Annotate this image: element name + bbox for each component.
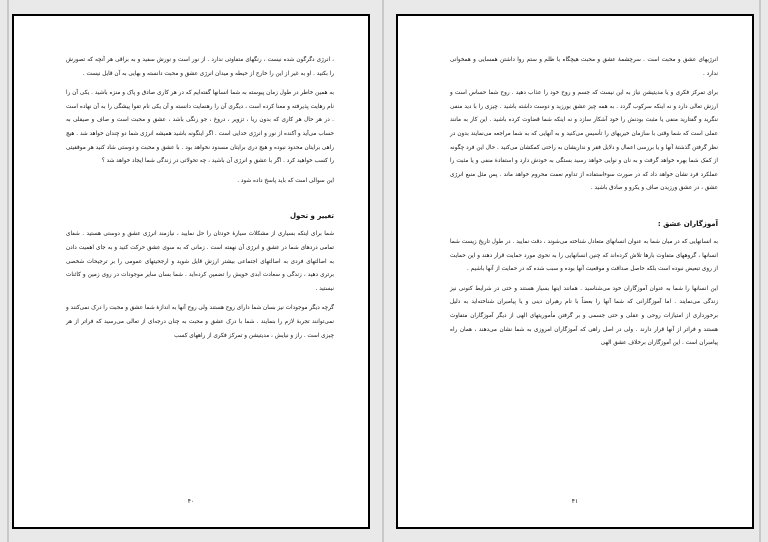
left-page [12,14,370,529]
paragraph: شما برای اینکه بسیاری از مشکلات سیارهٔ خودتان را حل نمایید ، نیازمند انرژی عشق و دوستی هستید . شفای تمامی دردهای شما در عشق و انرژی آن نهفته است . زمانی که به سوی عشق حرکت کنید و به جای اهمیت دادن به اصالتهای فردی به اصالتهای اجتماعی بیشتر ارزش قایل شوید و ارجحیتهای عمومی را بر ترجیحات شخصی برتری دهید ، زندگی و سعادت ابدی خویش را تضمین کرده‌اید . شما بسان سایر موجودات در روی زمین و کائنات نیستید . [66,231,334,292]
right-page [396,14,754,529]
paragraph: گرچه دیگر موجودات نیز بسان شما دارای روح هستند ولی روح آنها به اندازهٔ شما عشق و محبت را درک نمی‌کنند و نمی‌توانند تجربهٔ لازم را بنمایند . شما با درک عشق و محبت به چنان درجه‌ای از تعالی می‌رسید که فراتر از هر چیزی است . راز و نیایش ، مدیتیشن و تمرکز فکری از راههای کسب [66,305,334,339]
left-page-content [66,54,334,349]
paragraph: انرژیهای عشق و محبت است . سرچشمهٔ عشق و محبت هیچگاه با ظلم و ستم روا داشتن همسایی و همخوانی ندارد . [450,57,718,77]
page-gutter-right [759,0,761,542]
paragraph: به انسانهایی که در میان شما به عنوان انسانهای متعادل شناخته می‌شوند ، دقت نمایید . در طول تاریخ زیست شما انسانها ، گروههای متفاوت بارها تلاش کرده‌اند که چنین انسانهایی را به نحوی مورد حمایت قرار دهند و این حمایت از روی تبعیض نبوده است بلکه حاصل صداقت و موقعیت آنها بوده و سبب شده که در حمایت از آنها باشیم . [450,238,718,273]
page-number: ۴۱ [571,498,579,505]
page-gutter-center [382,0,384,542]
paragraph: این سوالی است که باید پاسخ داده شود . [237,177,334,184]
paragraph: به همین خاطر در طول زمان پیوسته به شما انسانها گفته‌ایم که در هر کاری صادق و پاک و منزه باشید . یکی آن را نام رهایت پذیرفته و معنا کرده است ، دیگری آن را رهنمایت دانسته و آن یکی نام تقوا پیشگی را به آن نهاده است . در هر حال هر کاری که بدون ریا ، تزویر ، دروغ ، جو رنگی باشد ، عشق و محبت است و صاف و صیقلی به حساب می‌آید و آکنده از نور و انرژی خدایی است . اگر اینگونه باشید همیشه انرژی شما دو چندان خواهد شد . هیچ راهی برایتان محدود نبوده و هیچ دری برایتان مسدود نخواهد بود . با عشق و محبت و دوستی شاد کنید هر موفقیتی را کسب خواهید کرد . اگر با عشق و انرژی آن باشید ، چه تحولاتی در زندگی شما ایجاد خواهد شد ؟ [66,90,334,165]
paragraph: ، انرژی دگرگون شده نیست ، رنگهای متفاوتی ندارد . از نور است و نورش سفید و به براقی هر آنچه که تصورش را بکنید . او به غیر از این را خارج از حیطه و میدان انرژی عشق و محبت دانسته و بهایی به آن قایل نیست . [66,57,334,77]
page-gutter-left [7,0,9,542]
section-heading: آموزگاران عشق : [657,219,718,228]
right-page-content [450,54,718,357]
paragraph: برای تمرکز فکری و یا مدیتیشن نیاز به این نیست که جسم و روح خود را عذاب دهید . روح شما حساس است و ارزش تعالی دارد و نه اینکه سرکوب گردد . به همه چیز عشق بورزید و دوست داشته باشید . چیزی را با دید منفی ننگرید و گفتارید منفی یا مثبت بودنش را خود آشکار سازد و نه اینکه شما قضاوت کرده باشید . این کار به مانند عملی است که شما وقتی با سازمان خیریهای را تأسیس می‌کنید و به آنهایی که به شما مراجعه می‌نمایند بدون در نظر گرفتن گذشتهٔ آنها و یا بررسی اعمال و دلایل فقر و نداریشان به راحتی کمکشان می‌کنید . حال این فرد چگونه از کمک شما بهره خواهد گرفت و به نان و نوایی خواهد رسید بستگی به خودش دارد و استفادهٔ منفی و یا مثبت را عملکرد فرد نشان خواهد داد که در صورت سوءاستفاده از تداوم نعمت محروم خواهد ماند . پس مثل منبع انرژی عشق ، در عشق ورزیدن صاف و یکرو و صادق باشید . [450,90,718,192]
page-number: ۴۰ [187,498,195,505]
paragraph: این انسانها را شما به عنوان آموزگاران خود می‌شناسید . همانند اینها بسیار هستند و حتی در شرایط کنونی نیز زندگی می‌نمایند . اما آموزگارانی که شما آنها را بعضاً با نام رهبران دینی و یا پیامبران شناخته‌اید به دلیل برخورداری از امتیازات روحی و عقلی و حتی جسمی و بر گرفتن مأموریتهای الهی از دیگر آموزگاران متفاوت هستند و فراتر از آنها قرار دارند . ولی در اصل راهی که آموزگاران امروزی به شما نشان می‌دهند ، همان راه پیامبران است . این آموزگاران برخلاف عشق الهی [450,285,718,347]
section-heading: تغییر و تحول [289,212,334,221]
